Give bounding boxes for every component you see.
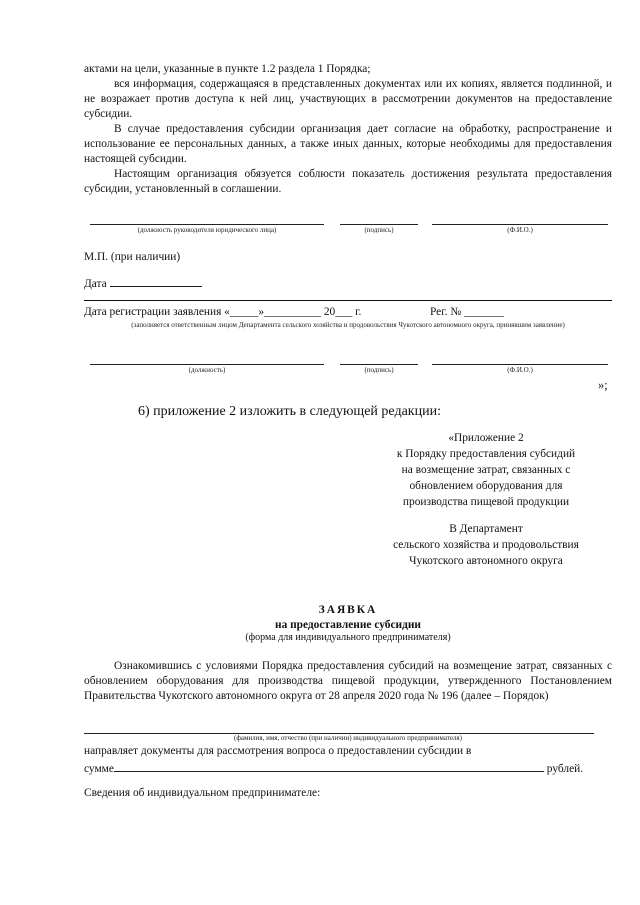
- caption-fio-2: (Ф.И.О.): [507, 366, 533, 374]
- paragraph-submits: направляет документы для рассмотрения вопроса о предоставлении субсидии в: [84, 745, 472, 757]
- entrepreneur-name-caption: (фамилия, имя, отчество (при наличии) индивидуального предпринимателя): [234, 734, 462, 742]
- paragraph-purpose: актами на цели, указанные в пункте 1.2 раздела 1 Порядка;: [84, 63, 371, 75]
- registration-date: Дата регистрации заявления «_____»__________ 20___ г.: [84, 306, 362, 318]
- paragraph-acquainted: Ознакомившись с условиями Порядка предоставления субсидий на возмещение затрат, связанных с обновлением оборудования для производства пищевой продукции, утвержденного Постановлением Правительства Чукотского автономного округа от 28 апреля 2020 года № 196 (далее – Порядок): [84, 660, 612, 703]
- closing-quote: »;: [598, 378, 608, 392]
- entrepreneur-info-heading: Сведения об индивидуальном предпринимателе:: [84, 787, 321, 799]
- caption-signature: (подпись): [364, 226, 394, 234]
- signature-line-sign-2: [340, 364, 418, 365]
- date-label: Дата: [84, 275, 202, 290]
- caption-head-position: (должность руководителя юридического лица): [137, 226, 277, 234]
- paragraph-info-authentic: вся информация, содержащаяся в представленных документах или их копиях, является подлинной, и не возражает против доступа к ней лиц, участвующих в рассмотрении документов на предоставление субсидии.: [84, 78, 612, 121]
- divider-rule: [84, 300, 612, 301]
- registration-note: (заполняется ответственным лицом Департамента сельского хозяйства и продовольствия Чукотского автономного округа, принявшим заявление): [131, 321, 565, 329]
- registration-number: Рег. № _______: [430, 306, 504, 318]
- signature-line-name-2: [432, 364, 608, 365]
- department-address: В Департамент сельского хозяйства и продовольствия Чукотского автономного округа: [393, 523, 579, 567]
- caption-fio: (Ф.И.О.): [507, 226, 533, 234]
- signature-line-position-2: [90, 364, 324, 365]
- appendix-header: «Приложение 2 к Порядку предоставления субсидий на возмещение затрат, связанных с обновлением оборудования для производства пищевой продукции: [396, 432, 576, 508]
- paragraph-obligation: Настоящим организация обязуется соблюсти показатель достижения результата предоставления субсидии, установленный в соглашении.: [84, 168, 612, 196]
- form-note: (форма для индивидуального предпринимателя): [245, 632, 451, 643]
- signature-line-position: [90, 224, 324, 225]
- caption-signature-2: (подпись): [364, 366, 394, 374]
- signature-line-name: [432, 224, 608, 225]
- amendment-heading: 6) приложение 2 изложить в следующей редакции:: [138, 404, 441, 419]
- amount-label: сумме рублей.: [84, 760, 583, 775]
- paragraph-consent: В случае предоставления субсидии организация дает согласие на обработку, распространение и использование ее персональных данных, а также иных данных, которые необходимы для предоставления настоящей субсидии.: [84, 123, 612, 166]
- signature-line-sign: [340, 224, 418, 225]
- stamp-place: М.П. (при наличии): [84, 251, 181, 263]
- form-subtitle: на предоставление субсидии: [275, 619, 421, 631]
- caption-position: (должность): [188, 366, 226, 374]
- form-title: ЗАЯВКА: [318, 604, 378, 616]
